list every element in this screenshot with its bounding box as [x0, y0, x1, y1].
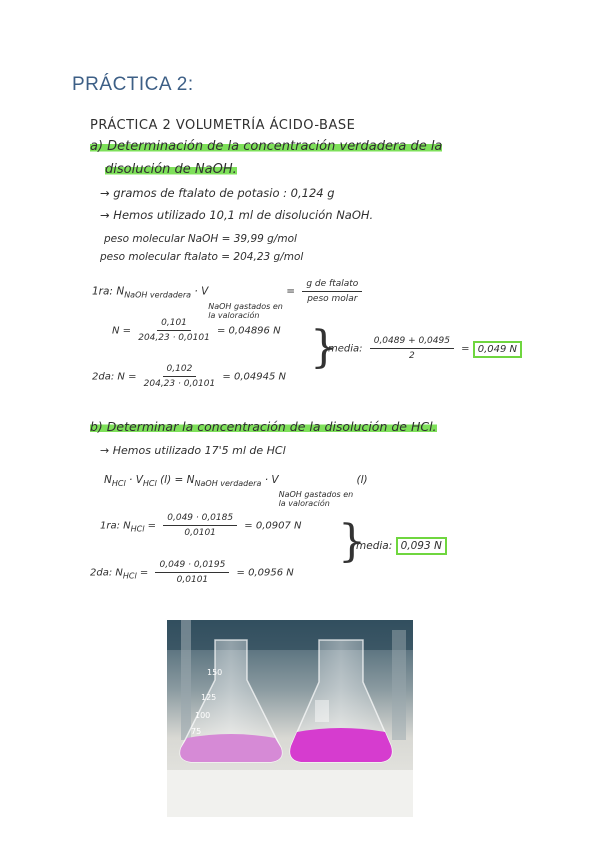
right-flask-liquid [290, 728, 392, 762]
section-b-heading: b) Determinar la concentración de la disolución de HCl. [90, 419, 437, 434]
formula-a [92, 279, 366, 320]
media-b-result: 0,093 N [396, 537, 447, 555]
section-a-heading-line2: disolución de NaOH. [105, 162, 237, 177]
notes-title: PRÁCTICA 2 VOLUMETRÍA ÁCIDO-BASE [90, 118, 356, 133]
media-b: media: 0,093 N [356, 540, 447, 552]
calc-a-2: 2da: N = $\frac{0,102}{204,23 \cdot 0,0101}$ = 0,04945 N [92, 364, 286, 389]
flasks-illustration [167, 620, 413, 817]
flask-mark-3: 100 [195, 711, 211, 720]
formula-a-n-sub: NaOH verdadera [124, 290, 192, 300]
left-flask-liquid [180, 734, 282, 762]
formula-a-v-sub: NaOH gastados en la valoración [208, 301, 283, 320]
formula-a-prefix: 1ra: [92, 285, 113, 298]
flask-mark-4: 75 [191, 727, 202, 736]
formula-b: $N_{HCl} \cdot V_{HCl}$ $(l) = N_{NaOH verdadera} \cdot V$ $_{NaOH gastados en la valoración}$ (l) [104, 474, 368, 508]
formula-a-fraction: $\frac{\text{g de ftalato}}{\text{peso molar}}$ [302, 279, 362, 304]
flask-mark-1: 150 [207, 668, 223, 677]
media-a: media: $\frac{0,0489 + 0,0495}{2}$ = 0,049 N [328, 336, 522, 361]
molecular-weight-naoh: peso molecular NaOH = 39,99 g/mol [104, 233, 297, 245]
section-a-bullet-1: → gramos de ftalato de potasio : 0,124 g [100, 186, 335, 200]
calc-b-2: 2da: $N_{HCl}$ = $\frac{0,049 \cdot 0,0195}{0,0101}$ = 0,0956 N [90, 560, 294, 585]
calc-b-1: 1ra: $N_{HCl}$ = $\frac{0,049 \cdot 0,0185}{0,0101}$ = 0,0907 N [100, 513, 302, 538]
flask-mark-2: 125 [201, 693, 217, 702]
molecular-weight-ftalato: peso molecular ftalato = 204,23 g/mol [100, 251, 304, 263]
section-b-bullet-1: → Hemos utilizado 17'5 ml de HCl [100, 444, 286, 457]
brace-b: } [338, 516, 366, 567]
section-a-bullet-2: → Hemos utilizado 10,1 ml de disolución NaOH. [100, 208, 374, 222]
page-title: PRÁCTICA 2: [72, 74, 194, 95]
formula-a-eq: = [286, 285, 296, 298]
calc-a-1: N = $\frac{0,101}{204,23 \cdot 0,0101}$ = 0,04896 N [112, 318, 281, 343]
media-a-result: 0,049 N [473, 341, 522, 358]
formula-a-dot-v: · V [194, 285, 209, 298]
brace-a: } [310, 322, 338, 373]
right-flask-label [315, 700, 329, 722]
flasks-photo [167, 620, 413, 817]
formula-a-n: N [116, 285, 125, 298]
section-a-heading-line1: a) Determinación de la concentración verdadera de la [90, 139, 443, 154]
